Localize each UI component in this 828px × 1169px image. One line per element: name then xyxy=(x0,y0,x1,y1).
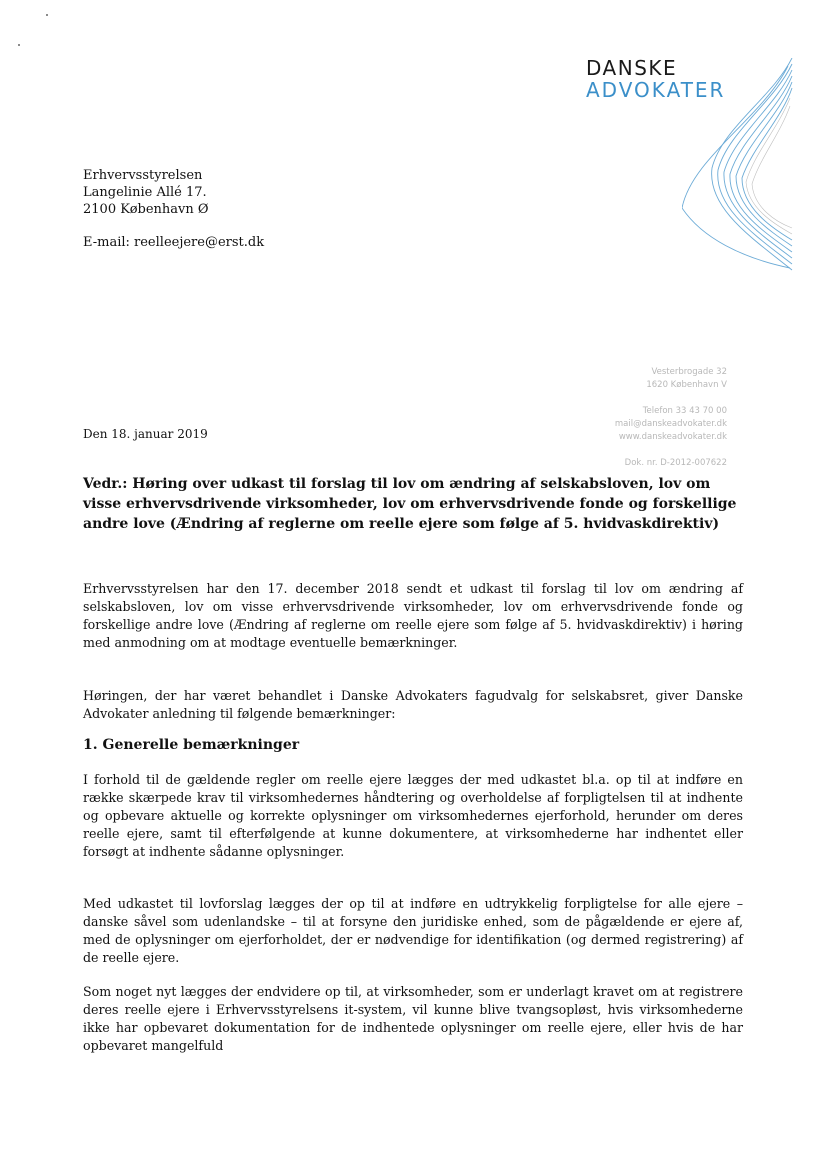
sender-web: www.danskeadvokater.dk xyxy=(618,432,727,442)
subject-line: Vedr.: Høring over udkast til forslag til lov om ændring af selskabsloven, lov om visse erhvervsdrivende virksomheder, lov om erhvervsdrivende fonde og forskellige andre love (Ændring af reglerne om reelle ejere som følge af 5. hvidvaskdirektiv) xyxy=(83,476,737,532)
recipient-address xyxy=(83,167,209,218)
recipient-street: Langelinie Allé 17. xyxy=(83,185,207,200)
sender-city: 1620 København V xyxy=(646,380,727,390)
scan-speck xyxy=(46,14,48,16)
paragraph-intro: Erhvervsstyrelsen har den 17. december 2018 sendt et udkast til forslag til lov om ændring af selskabsloven, lov om visse erhvervsdrivende virksomheder, lov om erhvervsdrivende fonde og forskellige andre love (Ændring af reglerne om reelle ejere som følge af 5. hvidvaskdirektiv) i høring med anmodning om at modtage eventuelle bemærkninger. xyxy=(83,581,743,650)
sender-street: Vesterbrogade 32 xyxy=(651,367,727,377)
letter-date: Den 18. januar 2019 xyxy=(83,427,208,441)
paragraph-general-3: Som noget nyt lægges der endvidere op til, at virksomheder, som er underlagt kravet om at registrere deres reelle ejere i Erhvervsstyrelsens it-system, vil kunne blive tvangsopløst, hvis virksomhederne ikke har opbevaret dokumentation for de indhentede oplysninger om reelle ejere, eller hvis de har opbevaret mangelfuld xyxy=(83,984,743,1053)
sender-info xyxy=(615,366,727,470)
paragraph-general-1: I forhold til de gældende regler om reelle ejere lægges der med udkastet bl.a. op til at indføre en række skærpede krav til virksomhedernes håndtering og overholdelse af forpligtelsen til at indhente og opbevare aktuelle og korrekte oplysninger om virksomhedernes ejerforhold, herunder om deres reelle ejere, samt til efterfølgende at kunne dokumentere, at virksomhederne har indhentet eller forsøgt at indhente sådanne oplysninger. xyxy=(83,772,743,859)
logo-text-advokater: ADVOKATER xyxy=(586,78,726,102)
paragraph-hearing: Høringen, der har været behandlet i Danske Advokaters fagudvalg for selskabsret, giver Danske Advokater anledning til følgende bemærkninger: xyxy=(83,688,743,721)
recipient-email: E-mail: reelleejere@erst.dk xyxy=(83,235,265,250)
recipient-city: 2100 København Ø xyxy=(83,202,209,217)
paragraph-general-2: Med udkastet til lovforslag lægges der op til at indføre en udtrykkelig forpligtelse for alle ejere – danske såvel som udenlandske – til at forsyne den juridiske enhed, som de pågældende er ejere af, med de oplysninger om ejerforholdet, der er nødvendige for identifikation (og dermed registrering) af de reelle ejere. xyxy=(83,896,743,965)
sender-phone: Telefon 33 43 70 00 xyxy=(642,406,727,416)
logo-text-danske: DANSKE xyxy=(586,56,678,80)
danske-advokater-logo xyxy=(586,56,786,271)
recipient-name: Erhvervsstyrelsen xyxy=(83,168,203,183)
sender-email: mail@danskeadvokater.dk xyxy=(614,419,727,429)
document-number: Dok. nr. D-2012-007622 xyxy=(624,458,727,468)
scan-speck xyxy=(18,44,20,46)
section-heading-general: 1. Generelle bemærkninger xyxy=(83,737,300,753)
